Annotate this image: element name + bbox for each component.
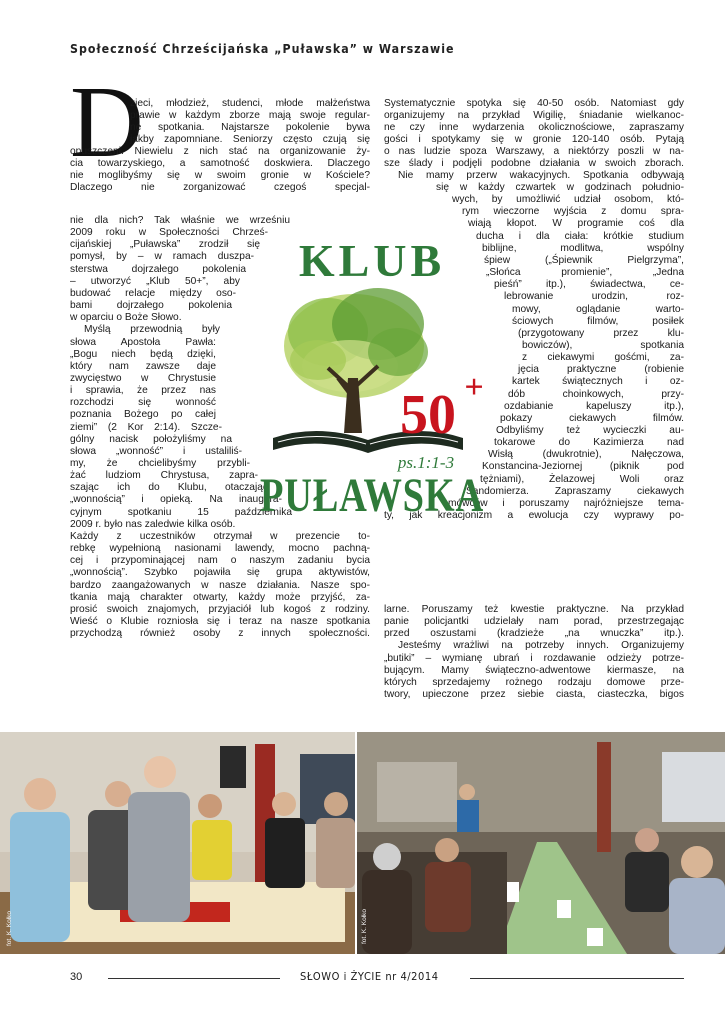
logo-plus: + (464, 369, 484, 406)
left-full-lines-line: nie moglibyśmy się w swoim gronie w Kościele? (70, 170, 370, 182)
right-bottom-lines-line: przed oszustami (kradzieże „na wnuczka” itp.). (384, 628, 684, 640)
right-wrap-lines-line: „Słońca promienie”, „Jedna (486, 267, 684, 279)
right-top-lines-line: sze ślady i podjęli podobne działania w swoich zborach. (384, 158, 684, 170)
right-wrap-lines-line: Wisłą (dwukrotnie), Nałęczowa, (488, 449, 684, 461)
drop-cap: D (70, 66, 144, 179)
right-bottom-lines-line: larne. Poruszamy też kwestie praktyczne. Na przykład (384, 604, 684, 615)
right-wrap-lines-line: biblijne, modlitwa, wspólny (482, 242, 684, 254)
right-wrap-lines-line: ty, jak kreacjonizm a ewolucja czy wyprawy po- (384, 510, 684, 522)
left-wrap-lines-line: poznania Bożego po całej (70, 409, 216, 421)
right-wrap-lines-line: Odbyliśmy też wycieczki au- (496, 425, 684, 436)
right-wrap-lines-line: wiają kłopot. W programie coś dla (468, 218, 684, 230)
right-wrap-lines-line: śpiew („Śpiewnik Pielgrzyma”, (484, 254, 684, 266)
magazine-name: SŁOWO i ŻYCIE nr 4/2014 (300, 970, 439, 983)
right-top-lines-line: Nie mamy przerw wakacyjnych. Spotkania odbywają (398, 170, 684, 182)
right-wrap-lines-line: wych, by umożliwić udział osobom, któ- (452, 194, 684, 206)
left-wrap-lines-line: i sprawia, że przez nas (70, 385, 216, 397)
left-bottom-lines-line: „wonnością”. Szybko pojawiła się grupa aktywistów, (70, 567, 370, 579)
left-bottom-lines-line: Wieść o Klubie rozniosła się i teraz na nasze spotkania (70, 616, 370, 628)
right-wrap-lines-line: ściowych filmów, posiłek (512, 315, 684, 327)
left-top-lines-line: prawie w każdym zborze mają swoje regular- (130, 109, 370, 121)
left-wrap-lines-line: cyjnym spotkaniu 15 października (70, 506, 292, 518)
left-top-lines-line: ne spotkania. Najstarsze pokolenie bywa (130, 121, 370, 133)
left-full-lines-line: Dlaczego nie zorganizować czegoś specjal- (70, 182, 370, 194)
left-bottom-lines-line: rebkę wypełnioną nasionami lawendy, mocno pachną- (70, 543, 370, 555)
logo-top-text: KLUB (298, 235, 446, 286)
left-wrap-lines-line: sterstwa dojrzałego pokolenia (70, 263, 246, 275)
left-wrap-lines-line: 2009 r. było nas zaledwie kilka osób. (70, 518, 236, 530)
photo-credit-left: fot. K. Kołko (6, 910, 13, 946)
right-wrap-lines-line: rym wieczorne wyjścia z domu spra- (462, 206, 684, 218)
right-top-lines-line: ne czy inne wydarzenia okolicznościowe, zapraszamy (384, 121, 684, 133)
photo-meeting-prayer (0, 732, 355, 954)
left-wrap-lines-line: my, że chcielibyśmy przybli- (70, 458, 250, 469)
logo-number: 50 (400, 384, 456, 446)
right-wrap-lines-line: Sandomierza. Zapraszamy ciekawych (466, 485, 684, 497)
footer-rule-right (470, 978, 684, 979)
photo-right-scene (357, 732, 725, 954)
logo-verse: ps.1:1-3 (397, 453, 455, 472)
left-top-lines-line: jakby zapomniane. Seniorzy często czują się (130, 133, 370, 145)
right-wrap-lines-line: mowy, oglądanie warto- (512, 303, 684, 315)
photo-meeting-hall (357, 732, 725, 954)
right-wrap-lines-line: mówców i poruszamy najróżniejsze tema- (448, 497, 684, 509)
right-wrap-lines-line: tokarowe do Kazimierza nad (494, 437, 684, 449)
right-wrap-lines-line: ozdabianie kapeluszy itp.), (504, 400, 684, 412)
left-wrap-lines-line: bami dojrzałego pokolenia (70, 300, 232, 312)
right-top-lines-line: gości i spotykamy się w gronie 120-140 osób. Pytają (384, 133, 684, 145)
left-wrap-lines-line: zwycięstwo w Chrystusie (70, 372, 216, 384)
left-full-lines-line: cia towarzyskiego, a samotność doskwiera. Dlaczego (70, 158, 370, 170)
left-wrap-lines-line: budować relacje między oso- (70, 287, 236, 299)
right-wrap-lines-line: tężniami), Żelazowej Woli oraz (480, 473, 684, 485)
right-wrap-lines-line: z ciekawymi gośćmi, za- (522, 352, 684, 364)
page-number: 30 (70, 971, 83, 983)
left-bottom-lines-line: cej i przypominającej nam o naszym zadaniu bycia (70, 555, 370, 567)
right-bottom-lines-line: bującym. Mamy świąteczno-adwentowe kiermasze, na (384, 664, 684, 676)
right-top-lines-line: organizujemy na przykład Wigilię, śniadanie wielkanoc- (384, 109, 684, 121)
left-wrap-lines-line: „wonnością” i opieką. Na inaugura- (70, 494, 282, 506)
right-bottom-lines-line: których sprzedajemy rożnego rodzaju domowe prze- (384, 676, 684, 688)
left-wrap-lines-line: ziemi” (2 Kor 2:14). Szcze- (70, 421, 222, 433)
right-top-lines-line: Systematycznie spotyka się 40-50 osób. Natomiast gdy (384, 97, 684, 109)
left-wrap-lines-line: słowa „wonność” i ustaliliś- (70, 445, 242, 457)
left-wrap-lines-line: żać ludziom Chrystusa, zapra- (70, 470, 258, 482)
right-wrap-lines-line: jęcia praktyczne (robienie (518, 364, 684, 376)
right-wrap-lines-line: się w każdy czwartek w godzinach południo- (436, 182, 684, 193)
photo-credit-right: fot. K. Kołko (361, 908, 368, 944)
right-bottom-lines-line: Jesteśmy wrażliwi na potrzeby innych. Organizujemy (398, 640, 684, 652)
left-bottom-lines-line: przychodzą również osoby z innych społeczności. (70, 628, 370, 640)
right-wrap-lines-line: pieśń” itp.), świadectwa, ce- (494, 279, 684, 291)
left-wrap-lines-line: Myślą przewodnią były (84, 324, 220, 336)
right-wrap-lines-line: pokazy ciekawych filmów. (500, 412, 684, 424)
photo-left-scene (0, 732, 355, 954)
left-bottom-lines-line: Każdy z uczestników otrzymał w prezencie to- (70, 531, 370, 542)
right-wrap-lines-line: ducha i dla ciała: krótkie studium (476, 230, 684, 242)
right-wrap-lines-line: (przygotowany przez klu- (518, 327, 684, 339)
right-bottom-lines-line: panie policjantki udzielały nam porad, przestrzegając (384, 616, 684, 628)
right-bottom-lines-line: „butiki” – wymianę ubrań i rozdawanie odzieży potrze- (384, 652, 684, 664)
left-bottom-lines-line: tkania mają charakter otwarty, każdy może przyjść, za- (70, 591, 370, 603)
right-wrap-lines-line: lebrowanie urodzin, roz- (504, 291, 684, 303)
left-wrap-lines-line: gólny nacisk położyliśmy na (70, 433, 232, 445)
logo-bottom-text: PUŁAWSKA (260, 469, 484, 518)
left-full-lines-line: opuszczeni. Niewielu z nich stać na organizowanie ży- (70, 146, 370, 157)
club-logo (258, 228, 486, 518)
left-bottom-lines-line: prosić swoich znajomych, przyjaciół lub kogoś z rodziny. (70, 603, 370, 615)
left-wrap-lines-line: – utworzyć „Klub 50+”, aby (70, 275, 240, 287)
left-wrap-lines-line: w oparciu o Boże Słowo. (70, 312, 182, 324)
left-wrap-lines-line: cijańskiej „Puławska” zrodził się (70, 239, 260, 251)
article-header: Społeczność Chrześcijańska „Puławska” w Warszawie (70, 42, 455, 56)
left-wrap-lines-line: rozchodzi się wonność (70, 397, 216, 409)
left-wrap-lines-line: 2009 roku w Społeczności Chrześ- (70, 227, 268, 239)
footer-rule-left (108, 978, 280, 979)
right-bottom-lines-line: twory, upieczone przez siebie ciasta, ciasteczka, bigos (384, 689, 684, 701)
left-wrap-lines-line: który nam zawsze daje (70, 360, 216, 372)
left-wrap-lines-line: pomysł, by – w ramach duszpa- (70, 251, 254, 263)
left-wrap-lines-line: nie dla nich? Tak właśnie we wrześniu (70, 215, 290, 226)
right-top-lines-line: o nas ludzie spoza Warszawy, a niektórzy poszli w na- (384, 146, 684, 158)
left-bottom-lines-line: bardzo zaangażowanych w nasze działania. Nasze spo- (70, 579, 370, 591)
right-wrap-lines-line: kartek świątecznych i oz- (512, 376, 684, 388)
right-wrap-lines-line: bowiczów), spotkania (522, 339, 684, 351)
right-wrap-lines-line: Konstancina-Jeziornej (piknik pod (482, 461, 684, 473)
left-wrap-lines-line: „Bogu niech będą dzięki, (70, 348, 216, 360)
right-wrap-lines-line: dób choinkowych, przy- (508, 388, 684, 400)
left-wrap-lines-line: szając ich do Klubu, otaczając (70, 482, 268, 494)
left-wrap-lines-line: słowa Apostoła Pawła: (70, 336, 216, 348)
left-top-lines-line: zieci, młodzież, studenci, młode małżeństwa (130, 97, 370, 109)
